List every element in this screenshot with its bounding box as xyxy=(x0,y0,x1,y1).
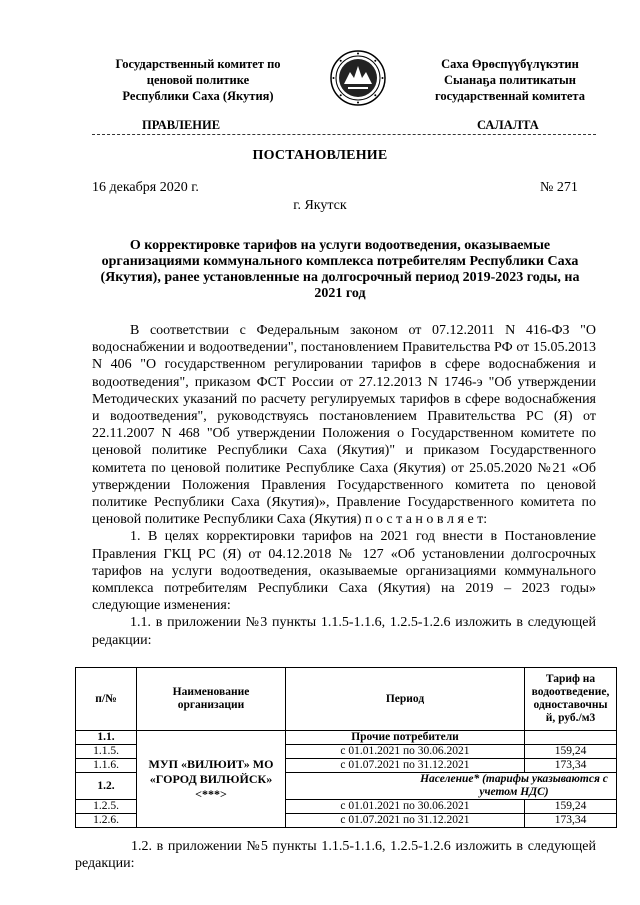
row-number: 1.1.6. xyxy=(76,759,137,773)
row-period: с 01.07.2021 по 31.12.2021 xyxy=(286,814,525,828)
row-period: с 01.07.2021 по 31.12.2021 xyxy=(286,759,525,773)
row-number: 1.2.6. xyxy=(76,814,137,828)
row-tariff: 173,34 xyxy=(525,759,617,773)
document-city: г. Якутск xyxy=(293,198,347,213)
col-header-period: Период xyxy=(286,668,525,731)
header-right-line: государственнай комитета xyxy=(435,89,585,103)
header-left-line: Государственный комитет по xyxy=(115,57,281,71)
clause-1-1: 1.1. в приложении №3 пункты 1.1.5-1.1.6, 1.2.5-1.2.6 изложить в следующей редакции: xyxy=(92,615,596,648)
row-number: 1.1. xyxy=(76,731,137,745)
clause-1-2: 1.2. в приложении №5 пункты 1.1.5-1.1.6, 1.2.5-1.2.6 изложить в следующей редакции: xyxy=(75,839,596,872)
clause-1-2-block xyxy=(75,838,596,872)
header-left-line: ценовой политике xyxy=(146,73,250,87)
preamble: В соответствии с Федеральным законом от 07.12.2011 N 416-ФЗ "О водоснабжении и водоотведении", постановлением Правительства РФ от 15.05.2013 N 406 "О государственном регулировании тарифов в сфере водоснабжения и водоотведения", приказом ФСТ России от 27.12.2013 N 1746-э "Об утверждении Методических указаний по расчету регулируемых тарифов в сфере водоснабжения и водоотведения", руководствуясь постановлением Правительства РС (Я) от 22.11.2007 N 468 "Об утверждении Положения о Государственном комитете по ценовой политике Республики Саха (Якутия)" и приказом Государственного комитета по ценовой политике Республике Саха (Якутия) от 25.05.2020 №21 «Об утверждении Положения Правления Государственного комитета по ценовой политике Республики Саха (Якутия)», Правление Государственного комитета по ценовой политике Республики Саха (Якутия) п о с т а н о в л я е т: xyxy=(92,323,596,528)
row-period: с 01.01.2021 по 30.06.2021 xyxy=(286,800,525,814)
organization-name: МУП «ВИЛЮИТ» МО «ГОРОД ВИЛЮЙСК» <***> xyxy=(137,731,286,828)
row-number: 1.2. xyxy=(76,773,137,800)
header-right-line: Саха Өрөспүүбүлүкэтин xyxy=(441,57,579,71)
row-tariff: 173,34 xyxy=(525,814,617,828)
row-tariff: 159,24 xyxy=(525,745,617,759)
divider xyxy=(92,134,596,135)
board-label-ru: ПРАВЛЕНИЕ xyxy=(142,118,221,132)
row-number: 1.2.5. xyxy=(76,800,137,814)
document-number: № 271 xyxy=(540,180,578,195)
table-row xyxy=(76,731,617,745)
header-right-line: Сыанаҕа политикатын xyxy=(444,73,576,87)
document-date: 16 декабря 2020 г. xyxy=(92,180,199,195)
header-left-line: Республики Саха (Якутия) xyxy=(122,89,274,103)
table-header-row xyxy=(76,668,617,731)
row-tariff: 159,24 xyxy=(525,800,617,814)
row-tariff xyxy=(525,731,617,745)
tariff-table xyxy=(75,667,617,828)
col-header-organization: Наименование организации xyxy=(137,668,286,731)
header-left xyxy=(98,56,298,104)
col-header-number: п/№ xyxy=(76,668,137,731)
header-right xyxy=(405,56,615,104)
row-period: с 01.01.2021 по 30.06.2021 xyxy=(286,745,525,759)
emblem-icon xyxy=(330,50,386,106)
document-type: ПОСТАНОВЛЕНИЕ xyxy=(252,148,388,163)
clause-1: 1. В целях корректировки тарифов на 2021 год внести в Постановление Правления ГКЦ РС (Я) от 04.12.2018 № 127 «Об установлении долгосрочных тарифов на услуги водоотведения, оказываемые организациями коммунального комплекса потребителям Республики Саха (Якутия) на 2019 – 2023 годы» следующие изменения: xyxy=(92,529,596,614)
board-label-sah: САЛАЛТА xyxy=(477,118,539,132)
document-body xyxy=(92,322,596,649)
document-title: О корректировке тарифов на услуги водоотведения, оказываемые организациями коммунального комплекса потребителям Республики Саха (Якутия), ранее установленные на долгосрочный период 2019-2023 годы, на 2021 год xyxy=(100,238,580,301)
row-period: Прочие потребители xyxy=(286,731,525,745)
col-header-tariff: Тариф на водоотведение, одноставочны й, руб./м3 xyxy=(525,668,617,731)
row-period: Население* (тарифы указываются с учетом НДС) xyxy=(286,773,617,800)
row-number: 1.1.5. xyxy=(76,745,137,759)
